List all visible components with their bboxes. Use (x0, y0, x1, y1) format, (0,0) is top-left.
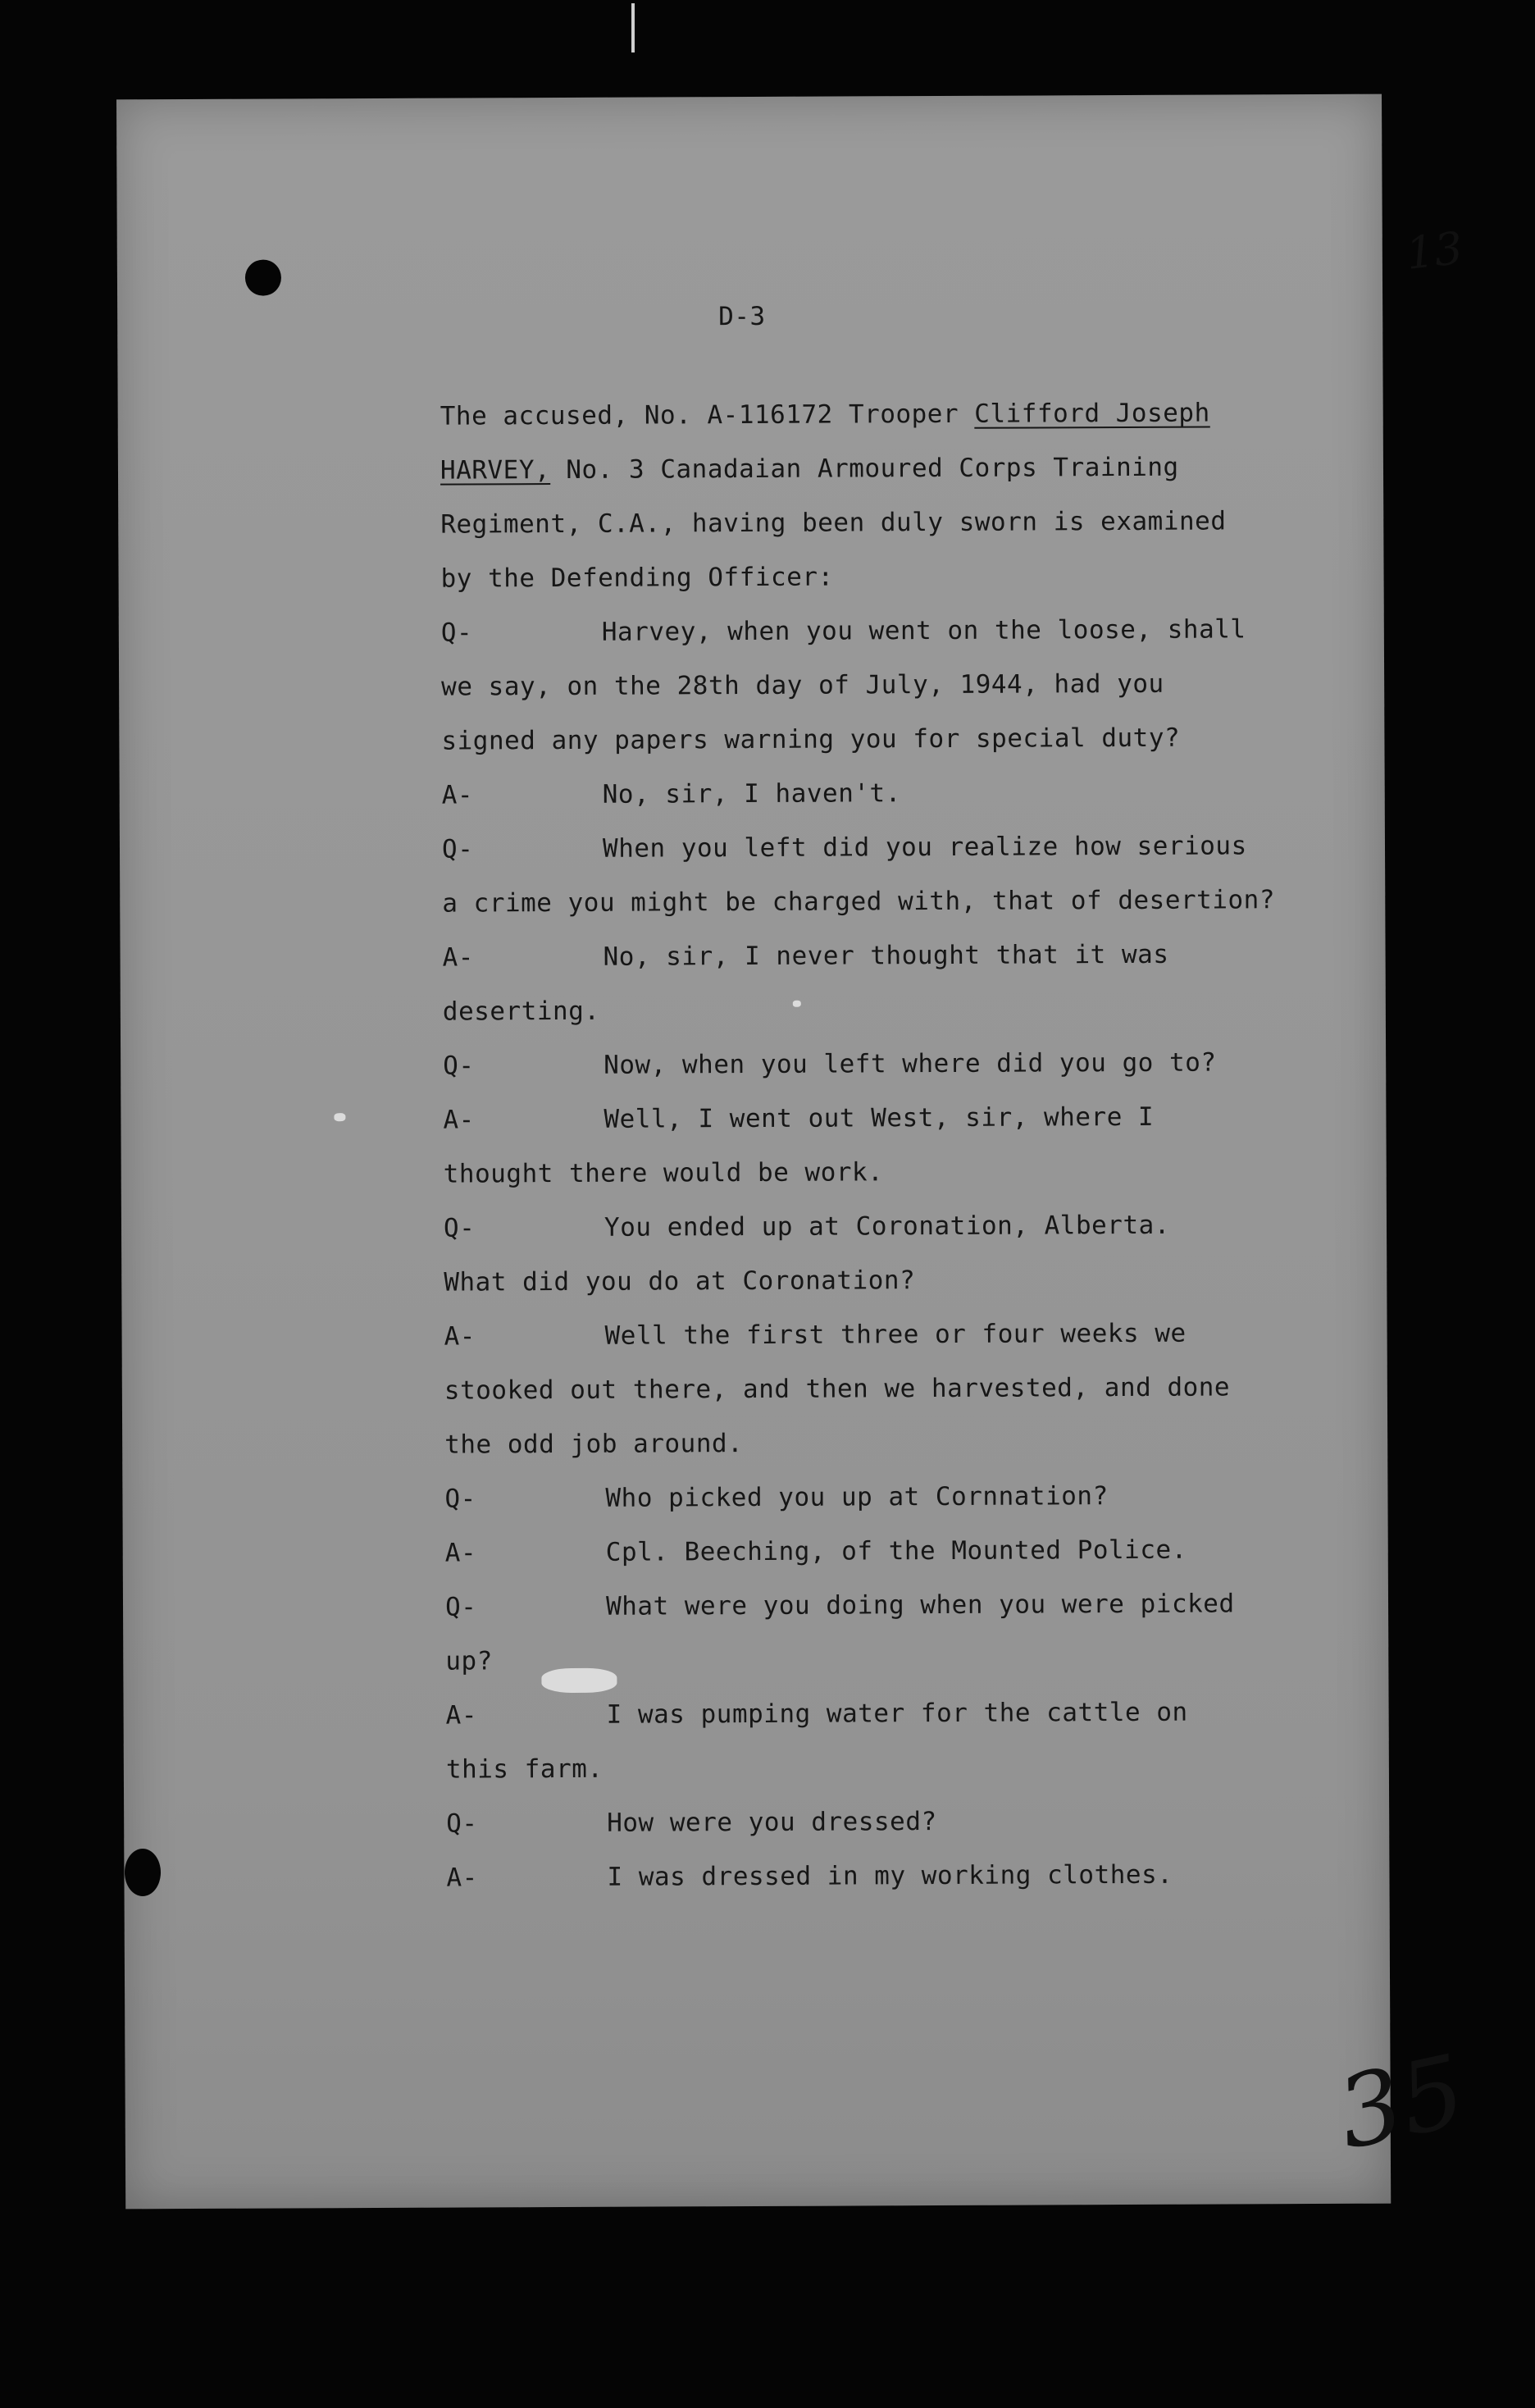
speaker-mark: Q- (446, 1808, 478, 1839)
answer-line (445, 1535, 1187, 1568)
question-line (443, 1048, 1217, 1081)
punch-hole-top (245, 259, 281, 295)
continuation-line (446, 1754, 604, 1785)
line-text: How were you dressed? (607, 1807, 937, 1838)
page-label: D-3 (718, 301, 766, 332)
intro-unit: No. 3 Canadaian Armoured Corps Training (550, 452, 1179, 486)
answer-line (446, 1860, 1173, 1893)
question-line (444, 1481, 1108, 1514)
line-text: signed any papers warning you for special duty? (441, 723, 1181, 756)
intro-prefix: The accused, No. A-116172 Trooper (440, 399, 975, 431)
intro-line-2 (440, 453, 1179, 486)
document-sheet (116, 94, 1475, 2210)
speaker-mark: A- (445, 1700, 478, 1731)
speaker-mark: A- (443, 1105, 475, 1135)
speaker-mark: A- (441, 780, 474, 810)
line-text: No, sir, I haven't. (602, 778, 901, 810)
line-text: What did you do at Coronation? (444, 1266, 916, 1297)
continuation-line (441, 723, 1180, 756)
accused-name: Clifford Joseph (974, 398, 1210, 429)
continuation-line (444, 1266, 915, 1297)
continuation-line (444, 1429, 743, 1460)
line-text: deserting. (442, 996, 600, 1027)
question-line (444, 1211, 1170, 1243)
accused-surname: HARVEY, (440, 455, 551, 486)
line-text: we say, on the 28th day of July, 1944, had you (441, 668, 1164, 702)
line-text: I was dressed in my working clothes. (607, 1859, 1173, 1892)
question-line (441, 614, 1246, 647)
line-text: this farm. (445, 1754, 604, 1785)
line-text: stooked out there, and then we harvested, and done (444, 1372, 1231, 1406)
speaker-mark: Q- (443, 1213, 476, 1243)
continuation-line (445, 1646, 493, 1676)
continuation-line (444, 1157, 884, 1188)
intro-line-3: Regiment, C.A., having been duly sworn is examined (440, 506, 1227, 540)
line-text: Harvey, when you went on the loose, shall (601, 614, 1246, 647)
line-text: the odd job around. (444, 1429, 744, 1460)
intro-line-4: by the Defending Officer: (440, 562, 834, 594)
line-text: You ended up at Coronation, Alberta. (604, 1210, 1170, 1243)
speaker-mark: A- (446, 1863, 478, 1893)
speaker-mark: Q- (444, 1592, 477, 1622)
continuation-line (444, 1372, 1230, 1405)
line-text: up? (445, 1646, 493, 1676)
line-text: Well, I went out West, sir, where I (604, 1101, 1155, 1134)
continuation-line (442, 885, 1275, 918)
line-text: thought there would be work. (443, 1157, 884, 1189)
speaker-mark: A- (442, 942, 474, 973)
speaker-mark: A- (444, 1321, 476, 1352)
speaker-mark: A- (444, 1538, 477, 1568)
question-line (446, 1807, 937, 1839)
speaker-mark: Q- (440, 618, 473, 648)
continuation-line (443, 996, 600, 1027)
answer-line (446, 1698, 1188, 1731)
line-text: What were you doing when you were picked (605, 1589, 1235, 1621)
line-text: When you left did you realize how serious (602, 831, 1247, 864)
handwritten-number: 35 (1328, 2033, 1475, 2173)
question-line (445, 1589, 1235, 1621)
intro-line-1 (440, 399, 1210, 431)
line-text: No, sir, I never thought that it was (603, 939, 1169, 972)
answer-line (443, 1102, 1154, 1135)
answer-line (442, 940, 1168, 973)
continuation-line (441, 669, 1164, 702)
answer-line (444, 1319, 1187, 1352)
folio-number: 13 (1403, 221, 1465, 280)
question-line (442, 831, 1247, 864)
line-text: Who picked you up at Cornnation? (605, 1481, 1109, 1513)
punch-hole-side (125, 1849, 161, 1896)
speaker-mark: Q- (444, 1484, 476, 1514)
paper-damage (541, 1668, 617, 1693)
speaker-mark: Q- (443, 1051, 475, 1081)
line-text: a crime you might be charged with, that of desertion? (442, 885, 1276, 919)
paper-speck (334, 1113, 345, 1121)
line-text: Now, when you left where did you go to? (604, 1047, 1217, 1080)
line-text: I was pumping water for the cattle on (606, 1697, 1188, 1730)
scan-artifact (631, 3, 635, 52)
answer-line (442, 778, 901, 810)
paper-speck (793, 1001, 801, 1007)
line-text: Cpl. Beeching, of the Mounted Police. (605, 1535, 1187, 1567)
speaker-mark: Q- (441, 834, 474, 864)
line-text: Well the first three or four weeks we (604, 1318, 1187, 1351)
